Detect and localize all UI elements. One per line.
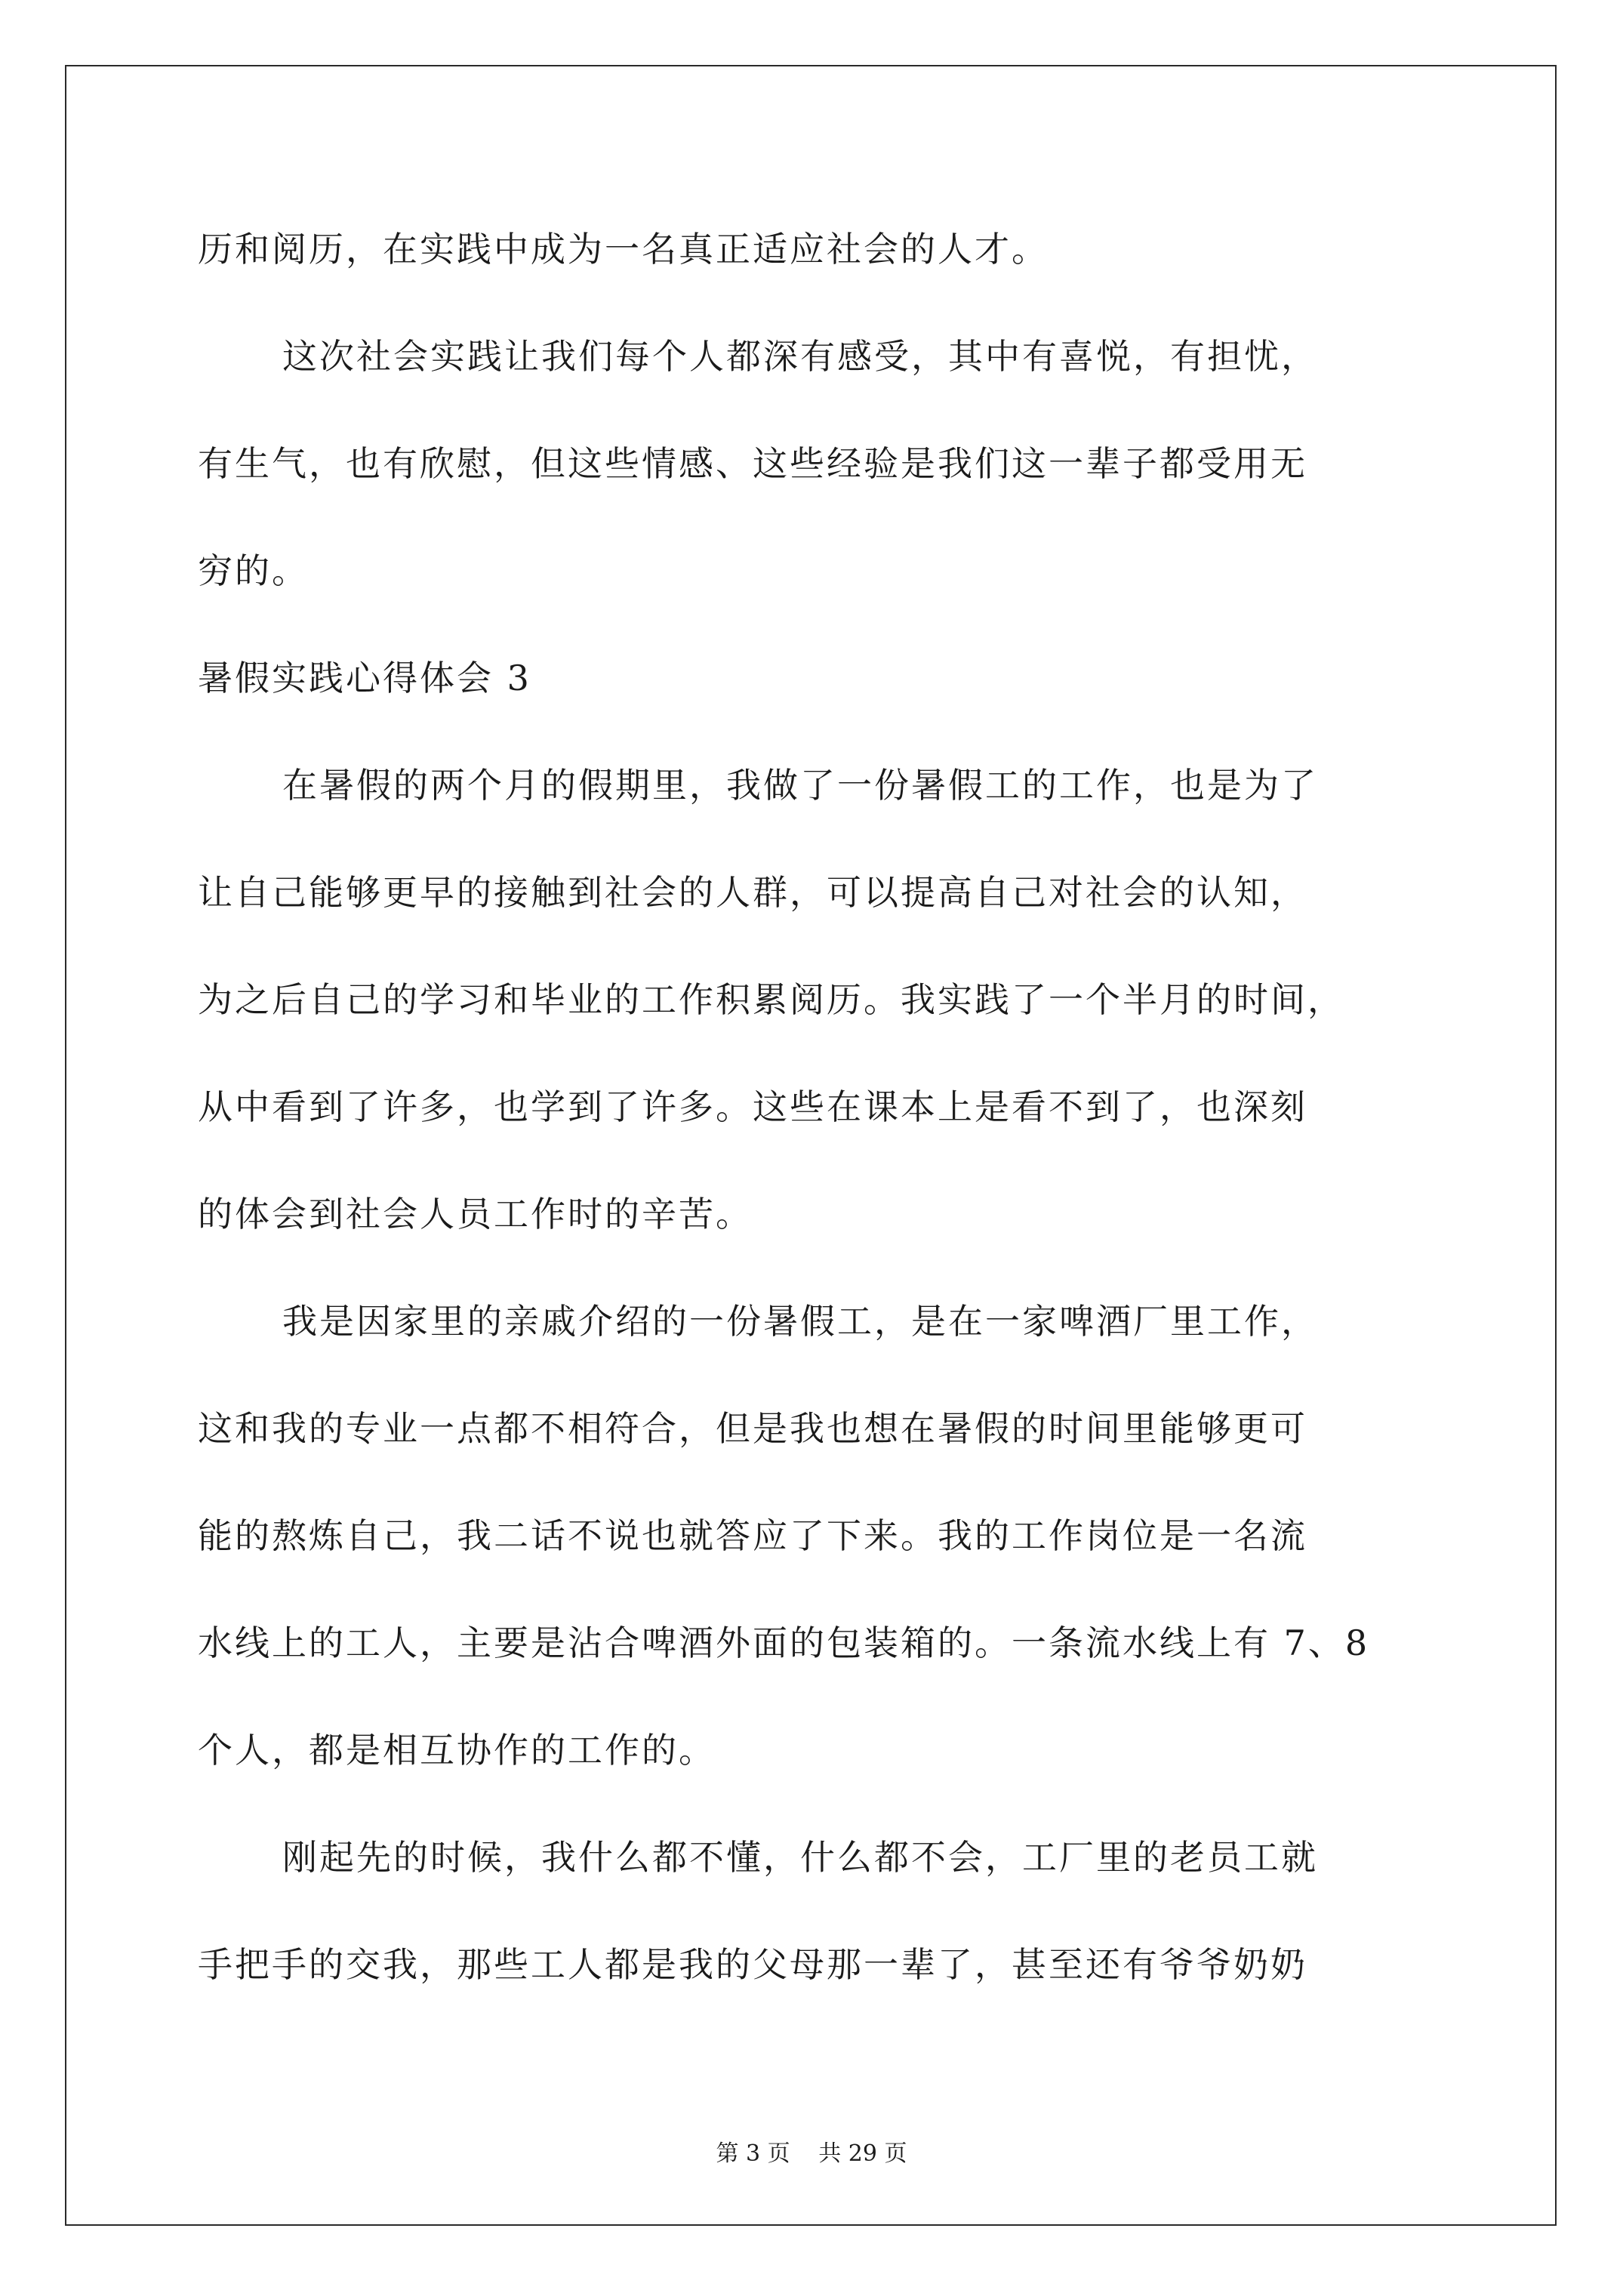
text-line: 从中看到了许多，也学到了许多。这些在课本上是看不到了，也深刻 (198, 1086, 1307, 1127)
page-total: 共 29 页 (818, 2140, 907, 2167)
text-line: 为之后自己的学习和毕业的工作积累阅历。我实践了一个半月的时间， (198, 979, 1344, 1020)
text-line: 穷的。 (198, 550, 309, 591)
page-number: 第 3 页 (716, 2140, 790, 2167)
page-footer (0, 2139, 1623, 2169)
text-line: 有生气，也有欣慰，但这些情感、这些经验是我们这一辈子都受用无 (198, 443, 1307, 484)
paragraph-start-line: 刚起先的时候，我什么都不懂，什么都不会，工厂里的老员工就 (282, 1837, 1318, 1878)
text-line: 个人，都是相互协作的工作的。 (198, 1730, 716, 1771)
text-line: 这和我的专业一点都不相符合，但是我也想在暑假的时间里能够更可 (198, 1408, 1307, 1449)
text-line: 的体会到社会人员工作时的辛苦。 (198, 1194, 753, 1234)
text-line: 水线上的工人，主要是沾合啤酒外面的包装箱的。一条流水线上有 7、8 (198, 1623, 1370, 1663)
page-border (65, 65, 1557, 2226)
paragraph-start-line: 我是因家里的亲戚介绍的一份暑假工，是在一家啤酒厂里工作， (282, 1301, 1318, 1342)
paragraph-start-line: 在暑假的两个月的假期里，我做了一份暑假工的工作，也是为了 (282, 765, 1318, 806)
section-heading: 暑假实践心得体会 3 (198, 658, 531, 698)
paragraph-start-line: 这次社会实践让我们每个人都深有感受，其中有喜悦，有担忧， (282, 336, 1318, 377)
text-line: 能的熬炼自己，我二话不说也就答应了下来。我的工作岗位是一名流 (198, 1515, 1307, 1556)
text-line: 让自己能够更早的接触到社会的人群，可以提高自己对社会的认知， (198, 872, 1307, 913)
text-line: 历和阅历，在实践中成为一名真正适应社会的人才。 (198, 229, 1049, 270)
text-line: 手把手的交我，那些工人都是我的父母那一辈了，甚至还有爷爷奶奶 (198, 1944, 1307, 1985)
